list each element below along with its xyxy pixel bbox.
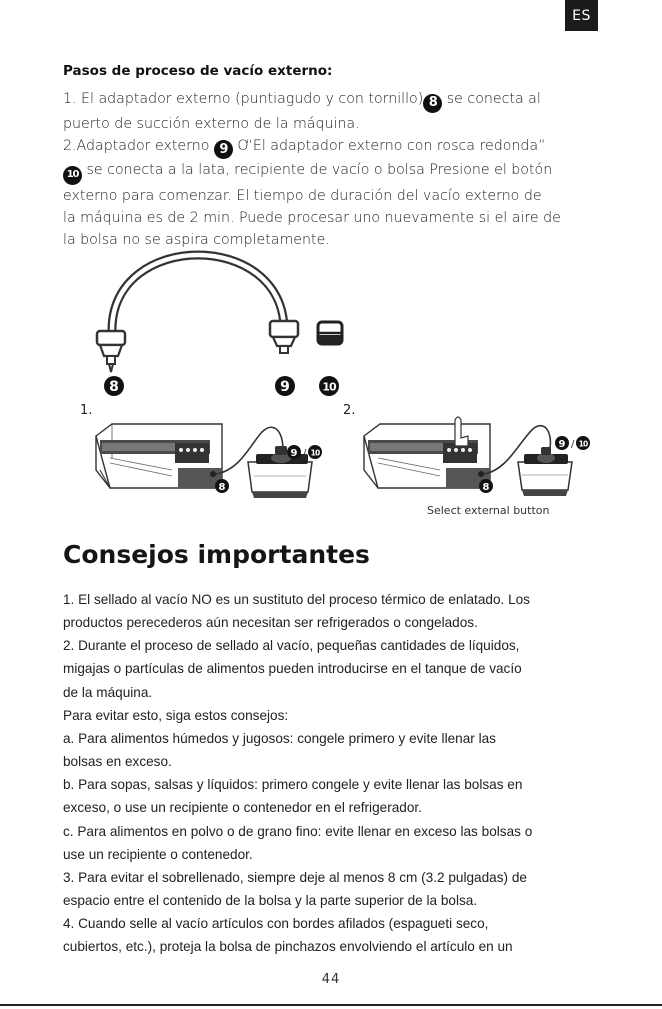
adapter-illustration <box>0 245 662 535</box>
tips-line: espacio entre el contenido de la bolsa y la parte superior de la bolsa. <box>63 893 478 909</box>
adapter-diagram <box>0 245 662 535</box>
step-line: puerto de succión externo de la máquina. <box>63 115 360 132</box>
badge-8-large <box>104 376 124 396</box>
tips-line: Para evitar esto, siga estos consejos: <box>63 707 289 723</box>
tips-line: migajas o partículas de alimentos pueden introducirse en el tanque de vacío <box>63 661 522 677</box>
external-vacuum-steps <box>63 88 603 252</box>
svg-text:9: 9 <box>558 439 566 450</box>
step-line: 10 se conecta a la lata, recipiente de vacío o bolsa Presione el botón <box>63 159 603 185</box>
svg-text:10: 10 <box>322 380 336 394</box>
canister-2 <box>518 447 572 496</box>
svg-text:10: 10 <box>310 448 320 458</box>
badge-9-10-machine-2 <box>555 436 590 450</box>
tips-title: Consejos importantes <box>63 540 370 569</box>
badge-9-large <box>275 376 295 396</box>
svg-text:/: / <box>571 439 575 450</box>
step-line: la bolsa no se aspira completamente. <box>63 232 330 249</box>
part-badge-10: 10 <box>63 166 82 185</box>
adapter-9-icon <box>270 321 298 353</box>
tips-line: productos perecederos aún necesitan ser refrigerados o congelados. <box>63 615 478 631</box>
tips-body <box>63 588 603 959</box>
step-line: 2.Adaptador externo 9 O“El adaptador externo con rosca redonda” <box>63 135 603 160</box>
hose-outline <box>112 255 284 330</box>
step-line: externo para comenzar. El tiempo de duración del vacío externo de <box>63 187 542 204</box>
part-badge-8: 8 <box>423 94 442 113</box>
svg-text:9: 9 <box>290 448 298 459</box>
step-line: la máquina es de 2 min. Puede procesar uno nuevamente si el aire de <box>63 210 561 227</box>
svg-text:8: 8 <box>109 379 119 395</box>
panel-label-1: 1. <box>80 403 93 418</box>
tips-line: bolsas en exceso. <box>63 754 172 770</box>
tips-line: 2. Durante el proceso de sellado al vacío, pequeñas cantidades de líquidos, <box>63 638 520 654</box>
svg-text:10: 10 <box>578 439 588 449</box>
adapter-8-icon <box>97 331 125 372</box>
badge-8-machine-2 <box>479 479 493 493</box>
tips-line: c. Para alimentos en polvo o de grano fino: evite llenar en exceso las bolsas o <box>63 823 533 839</box>
part-badge-9: 9 <box>214 140 233 159</box>
panel-label-2: 2. <box>343 403 356 418</box>
tips-line: use un recipiente o contenedor. <box>63 846 253 862</box>
badge-9-10-machine-1 <box>287 445 322 459</box>
tips-line: 4. Cuando selle al vacío artículos con bordes afilados (espagueti seco, <box>63 916 489 932</box>
vacuum-machine-2 <box>364 417 490 488</box>
tips-line: exceso, o use un recipiente o contenedor en el refrigerador. <box>63 800 422 816</box>
svg-text:8: 8 <box>218 482 226 493</box>
badge-8-machine-1 <box>215 479 229 493</box>
badge-10-large <box>319 376 339 396</box>
language-tab: ES <box>565 0 598 31</box>
external-vacuum-title: Pasos de proceso de vacío externo: <box>63 63 333 79</box>
svg-text:/: / <box>303 448 307 459</box>
tips-line: de la máquina. <box>63 684 153 700</box>
hose-inner <box>112 255 284 330</box>
adapter-10-icon <box>318 322 342 344</box>
figure-caption: Select external button <box>427 504 550 517</box>
step-line: 1. El adaptador externo (puntiagudo y con tornillo) 8 se conecta al <box>63 88 603 113</box>
tips-line: 1. El sellado al vacío NO es un sustituto del proceso térmico de enlatado. Los <box>63 592 530 607</box>
page-number: 44 <box>321 972 341 987</box>
tips-line: cubiertos, etc.), proteja la bolsa de pinchazos envolviendo el artículo en un <box>63 939 513 955</box>
svg-text:8: 8 <box>482 482 490 493</box>
vacuum-machine-1 <box>96 424 222 488</box>
bottom-rule <box>0 1004 662 1006</box>
tips-line: a. Para alimentos húmedos y jugosos: congele primero y evite llenar las <box>63 730 496 746</box>
tips-line: 3. Para evitar el sobrellenado, siempre deje al menos 8 cm (3.2 pulgadas) de <box>63 869 527 885</box>
tips-line: b. Para sopas, salsas y líquidos: primero congele y evite llenar las bolsas en <box>63 777 523 793</box>
svg-text:9: 9 <box>280 379 290 395</box>
